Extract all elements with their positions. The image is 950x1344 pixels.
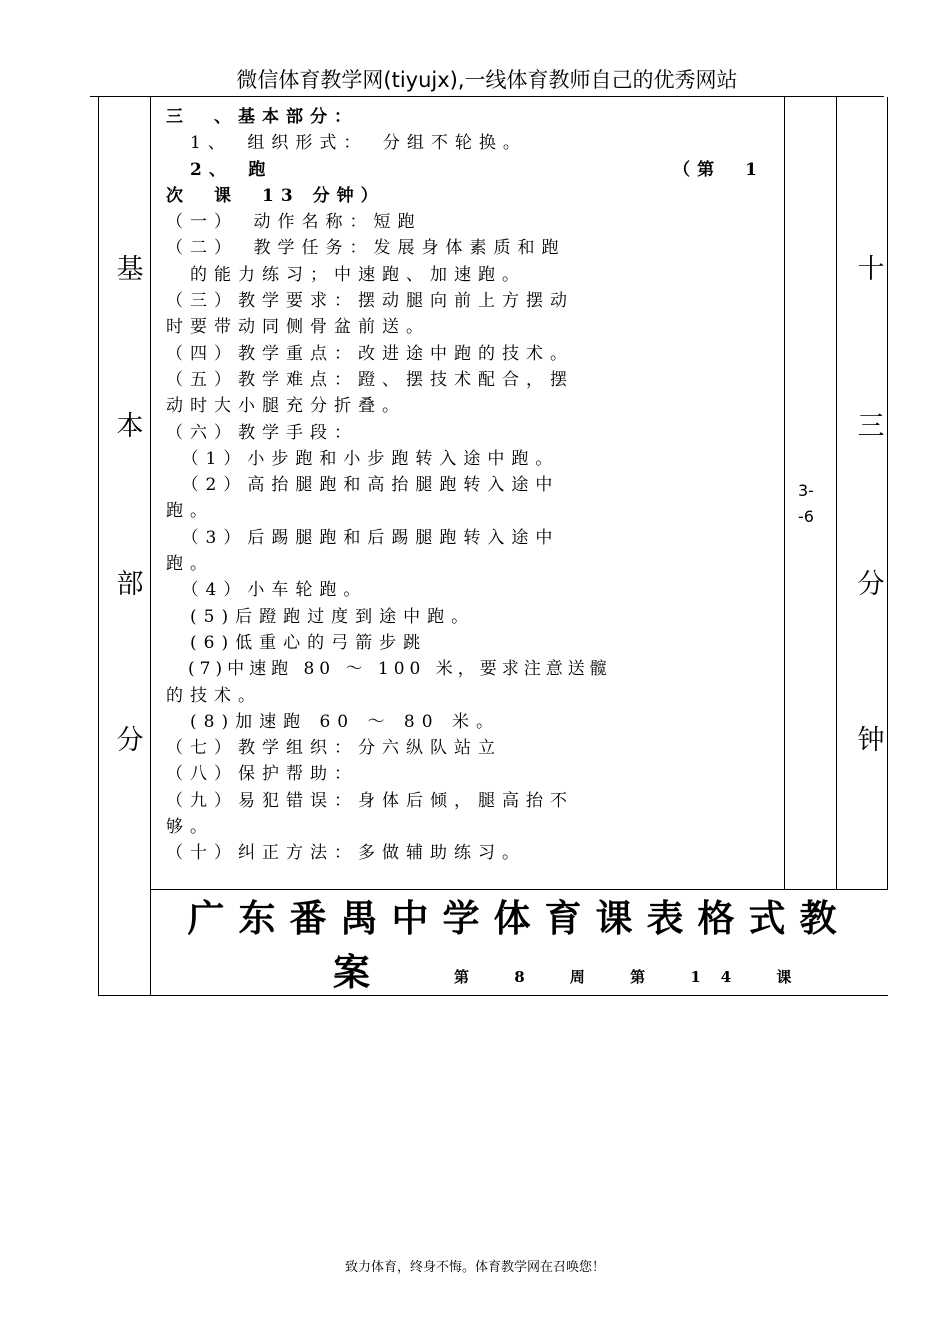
content-line: （四）教学重点：改进途中跑的技术。 <box>166 343 574 364</box>
content-line: （二） 教学任务：发展身体素质和跑 <box>166 238 566 259</box>
content-line: （一） 动作名称：短跑 <box>166 212 422 233</box>
week-lesson-number: 第 8 周 第 14 课 <box>454 968 812 986</box>
content-line: (6)低重心的弓箭步跳 <box>166 632 428 653</box>
table-divider-label <box>150 97 151 996</box>
content-line: 够。 <box>166 817 214 838</box>
content-segment: 2、 跑 <box>166 159 273 180</box>
table-border-left <box>98 97 99 996</box>
time-label-char: 三 <box>857 411 885 442</box>
section-label-char: 基 <box>116 254 144 285</box>
repetition-line: -6 <box>798 507 814 526</box>
content-line <box>166 157 764 183</box>
lesson-content <box>166 104 764 867</box>
section-label-char: 部 <box>116 569 144 600</box>
content-line: (5)后蹬跑过度到途中跑。 <box>166 606 476 627</box>
repetition-line: 3- <box>798 481 814 500</box>
time-label-char: 钟 <box>857 725 885 756</box>
time-label-char: 十 <box>857 254 885 285</box>
document-title-continued: 案 <box>333 951 370 994</box>
content-line: 1、 组织形式： 分组不轮换。 <box>166 133 527 154</box>
content-line: 跑。 <box>166 554 214 575</box>
document-title: 广东番禺中学体育课表格式教 <box>187 897 851 940</box>
content-line: （八）保护帮助： <box>166 764 358 785</box>
page-footer: 致力体育，终身不悔。体育教学网在召唤您！ <box>344 1260 605 1275</box>
table-row-divider <box>150 889 888 890</box>
content-line: 动时大小腿充分折叠。 <box>166 396 406 417</box>
content-segment: （第 1 <box>673 159 764 180</box>
content-line: （五）教学难点：蹬、摆技术配合，摆 <box>166 369 574 390</box>
content-line: （1）小步跑和小步跑转入途中跑。 <box>166 448 560 469</box>
content-line: （2）高抬腿跑和高抬腿跑转入途中 <box>166 475 560 496</box>
section-label-char: 分 <box>116 725 144 756</box>
table-border-right <box>887 97 888 890</box>
section-label-char: 本 <box>116 411 144 442</box>
table-bottom-left <box>98 995 151 996</box>
time-label-char: 分 <box>857 569 885 600</box>
content-line: （九）易犯错误：身体后倾，腿高抬不 <box>166 790 574 811</box>
content-line: （六）教学手段： <box>166 422 358 443</box>
table-bottom-right <box>150 995 888 996</box>
repetition-count <box>798 478 814 530</box>
content-line: 次 课 13 分钟） <box>166 185 385 206</box>
content-line: (7)中速跑 80 ～ 100 米，要求注意送髋 <box>166 659 612 680</box>
content-line: （三）教学要求：摆动腿向前上方摆动 <box>166 291 574 312</box>
table-divider-duration <box>784 97 785 890</box>
content-line: （七）教学组织：分六纵队站立 <box>166 738 502 759</box>
content-line: （3）后踢腿跑和后踢腿跑转入途中 <box>166 527 560 548</box>
content-line: （十）纠正方法：多做辅助练习。 <box>166 843 526 864</box>
section-heading: 三 、基本部分： <box>166 107 358 127</box>
content-line: 时要带动同侧骨盆前送。 <box>166 317 430 338</box>
page-header: 微信体育教学网(tiyujx),一线体育教师自己的优秀网站 <box>90 64 884 97</box>
content-line: 的能力练习；中速跑、加速跑。 <box>166 264 526 285</box>
content-line: 跑。 <box>166 501 214 522</box>
table-divider-time <box>836 97 837 890</box>
content-line: 的技术。 <box>166 685 262 706</box>
content-line: （4）小车轮跑。 <box>166 580 368 601</box>
content-line: (8)加速跑 60 ～ 80 米。 <box>166 711 500 732</box>
